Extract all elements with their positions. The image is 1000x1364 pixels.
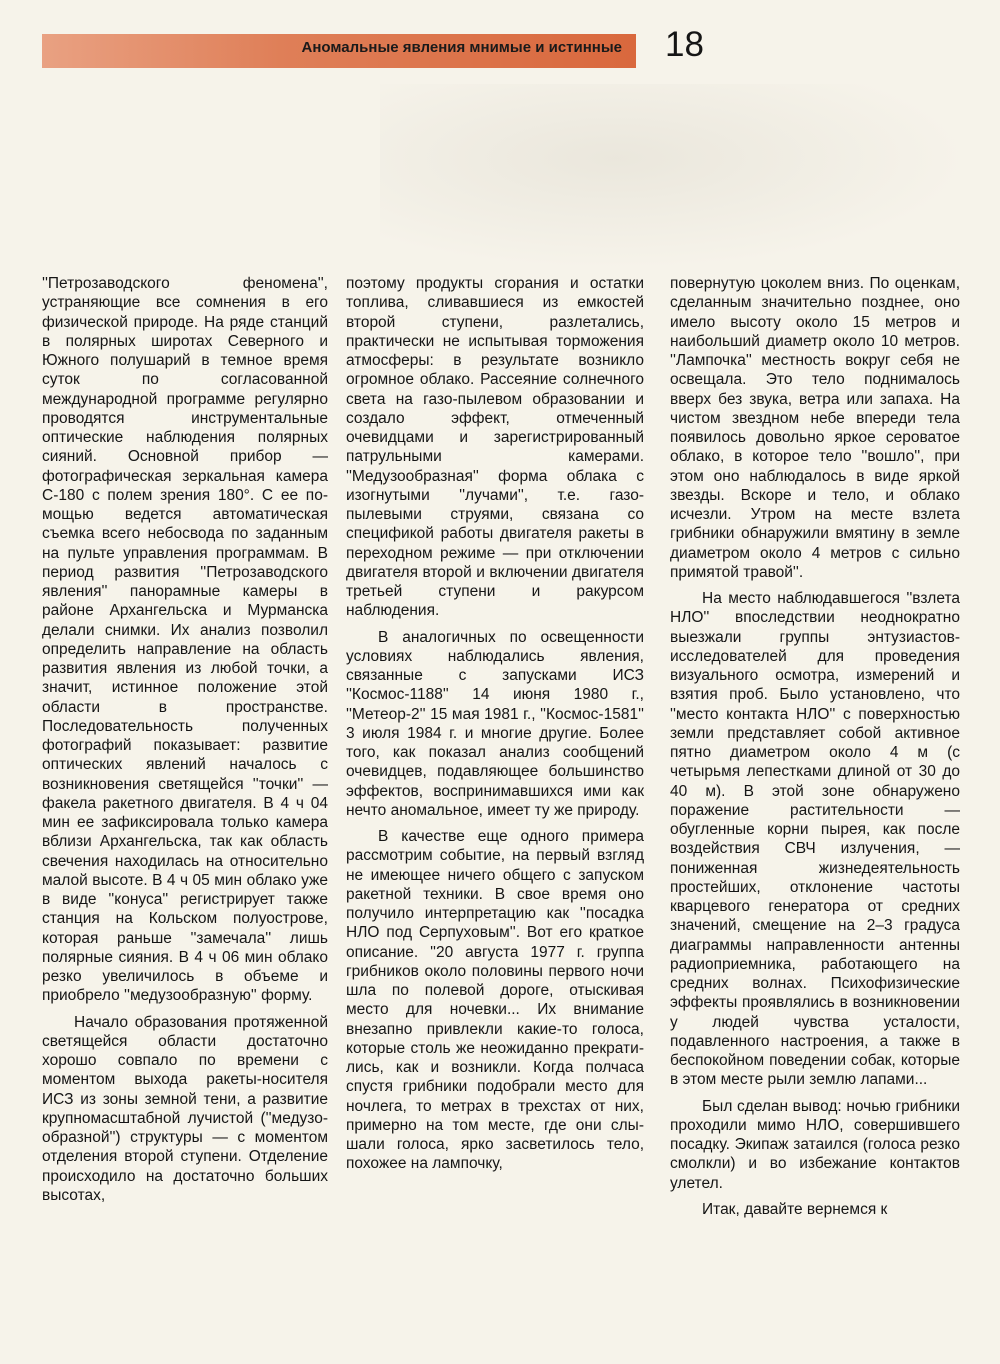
paragraph: В аналогичных по освещенности условиях наблюдались явления, связанные с запусками ИСЗ ''Космос-1188'' 14 июня 1980 г., ''Метеор-2'' 15 мая 1981 г., ''Космос-1581'' 3 июля 1984 г. и многие другие. Более того, как показал анализ сообщений очевидцев, подавляющее большинство эффектов, воспринимавшихся ими как нечто аномальное, имеет ту же природу.: [346, 628, 644, 819]
paragraph: Итак, давайте вернемся к: [702, 1200, 888, 1218]
paragraph: На место наблюдавшегося ''взлета НЛО'' впоследствии неоднократно выезжали группы энтузиастов-исследователей для проведения визуального осмотра, измерений и взятия проб. Было установлено, что ''место контакта НЛО'' с поверхностью земли представляет собой активное пятно диаметром около 4 м (с четырьмя лепестками длиной от 30 до 40 м). В этой зоне обнаружено поражение растительности — обугленные корни пырея, как после воздействия СВЧ излучения, — пониженная жизнедеятельность простейших, отклонение частоты кварцевого генератора от средних значений, смещение на 2–3 градуса диаграммы направленности антенны радиоприемника, работающего на средних волнах. Психофизические эффекты проявлялись в возникновении у людей чувства усталости, подавленного настроения, а также в беспокойном поведении собак, которые в этом месте рыли землю лапами...: [670, 590, 960, 1089]
paragraph: Был сделан вывод: ночью грибники проходили мимо НЛО, совершившего посадку. Экипаж затаился (голоса резко смолкли) и во избежание контактов улетел.: [670, 1097, 960, 1192]
paragraph: повернутую цоколем вниз. По оценкам, сделанным значительно позднее, оно имело высоту около 15 метров и наибольший диаметр около 10 метров. ''Лампочка'' местность вокруг себя не освещала. Это тело поднималось вверх без звука, ветра или запаха. На чистом звездном небе впереди тела появилось довольно яркое сероватое облако, в которое тело ''вошло'', при этом оно наблюдалось в виде яркой звезды. Вскоре и тело, и облако исчезли. Утром на месте взлета грибники обнаружили вмятину в земле диаметром около 4 метров с сильно примятой травой''.: [670, 275, 960, 581]
paragraph: поэтому продукты сгорания и остатки топлива, сливавшиеся из емкостей второй ступени, разлетались, практически не испытывая торможения атмосферы: в результате возникло огромное облако. Рассеяние солнечного света на газо-пылевом образовании и создало эффект, отмеченный очевидцами и зарегистрированный патрульными камерами. ''Медузообразная'' форма облака с изогнутыми ''лучами'', т.е. газо-пылевыми струями, связана со спецификой работы двигателя ракеты в переходном режиме — при отключении двигателя второй и включении двигателя третьей ступени и ракурсом наблюдения.: [346, 275, 644, 620]
page-number: 18: [665, 25, 704, 64]
text-column-3: [670, 274, 960, 1219]
paragraph: В качестве еще одного примера рассмотрим событие, на первый взгляд не имеющее ничего общего с запуском ракетной техники. В свое время оно получило интерпретацию как ''посадка НЛО под Серпуховым''. Вот его краткое описание. ''20 августа 1977 г. группа грибников около половины первого ночи шла по полевой дороге, отыскивая место для ночевки... Их внимание внезапно привлекли какие-то голоса, которые столь же неожиданно прекратились, как и возникли. Когда полчаса спустя грибники подобрали место для ночлега, то метрах в трехстах от них, примерно на том месте, где они слышали голоса, ярко засветилось тело, похожее на лампочку,: [346, 828, 644, 1173]
faded-image-area: [380, 84, 970, 270]
text-column-2: [346, 274, 644, 1174]
text-column-1: [42, 274, 328, 1205]
section-title: Аномальные явления мнимые и истинные: [301, 39, 622, 56]
paragraph: Начало образования протяженной светящейся области достаточно хорошо совпало по времени с моментом выхода ракеты-носителя ИСЗ из зоны земной тени, а развитие крупномасштабной лучистой (''медузообразной'') структуры — с моментом отделения второй ступени. Отделение происходило на достаточно больших высотах,: [42, 1013, 328, 1204]
section-header-bar: [42, 34, 636, 68]
paragraph: ''Петрозаводского феномена'', устраняющие все сомнения в его физической природе. На ряде станций в полярных широтах Северного и Южного полушарий в темное время суток по согласованной международной программе регулярно проводятся инструментальные оптические наблюдения полярных сияний. Основной прибор — фотографическая зеркальная камера С-180 с полем зрения 180°. С ее помощью ведется автоматическая съемка всего небосвода по заданным на пульте управления программам. В период развития ''Петрозаводского явления'' панорамные камеры в районе Архангельска и Мурманска делали снимки. Их анализ позволил определить направление на область развития явления из любой точки, а значит, истинное положение этой области в пространстве. Последовательность полученных фотографий показывает: развитие оптических явлений началось с возникновения светящейся ''точки'' — факела ракетного двигателя. В 4 ч 04 мин ее зафиксировала только камера вблизи Архангельска, так как область свечения находилась на относительно малой высоте. В 4 ч 05 мин облако уже в виде ''конуса'' регистрирует также станция на Кольском полуострове, которая раньше ''замечала'' лишь полярные сияния. В 4 ч 06 мин облако резко увеличилось в объеме и приобрело ''медузообразную'' форму.: [42, 275, 328, 1005]
